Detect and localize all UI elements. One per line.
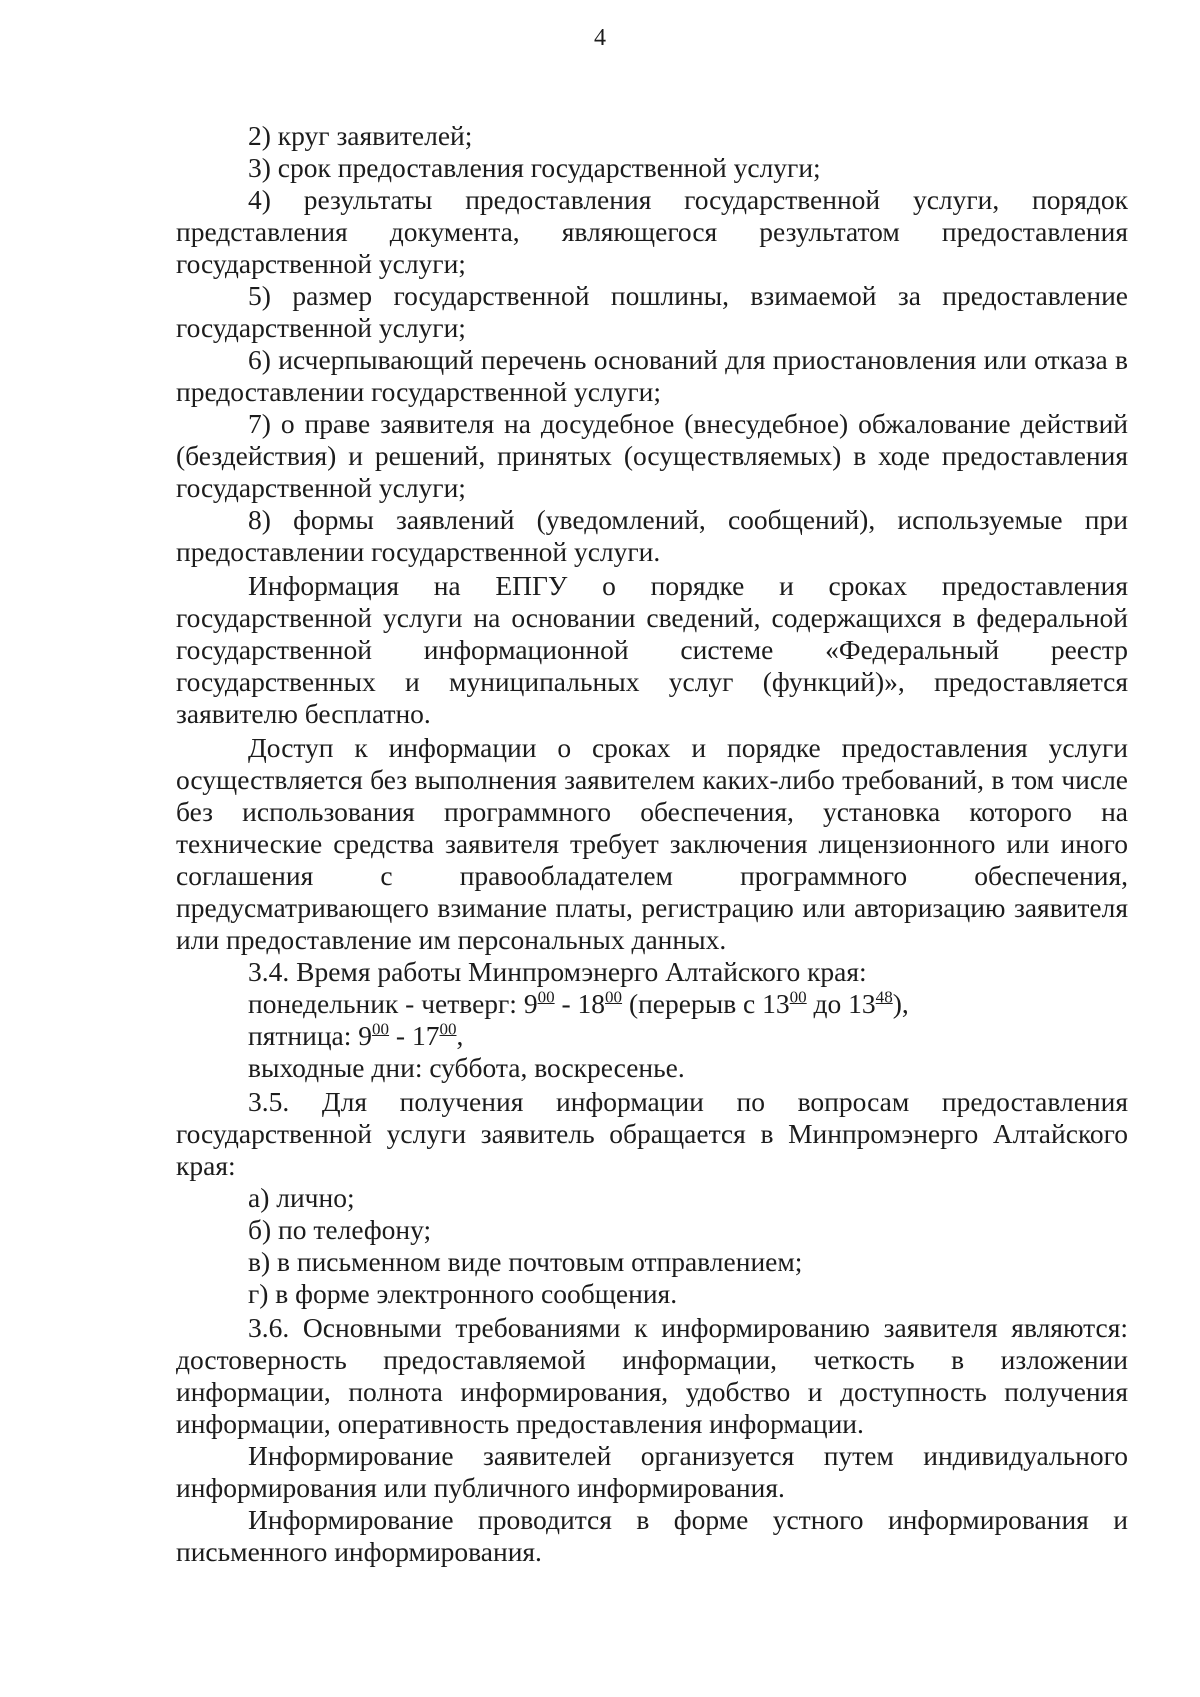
list-item-number: 6) <box>248 344 271 375</box>
contact-heading: 3.5. Для получения информации по вопросам предоставления государственной услуги заявитель обращается в Минпромэнерго Алтайского края: <box>176 1086 1128 1181</box>
contact-method-in-person: а) лично; <box>248 1182 355 1213</box>
break-start-minutes: 00 <box>789 987 807 1007</box>
list-item-5 <box>176 280 1128 344</box>
weekdays-start-minutes: 00 <box>537 987 555 1007</box>
access-info-paragraph: Доступ к информации о сроках и порядке предоставления услуги осуществляется без выполнения заявителем каких-либо требований, в том числе без использования программного обеспечения, установка которого на технические средства заявителя требует заключения лицензионного или иного соглашения с правообладателем программного обеспечения, предусматривающего взимание платы, регистрацию или авторизацию заявителя или предоставление им персональных данных. <box>176 732 1128 955</box>
list-item-text: размер государственной пошлины, взимаемой за предоставление государственной услуги; <box>176 280 1129 343</box>
friday-label: пятница: <box>248 1020 359 1051</box>
break-suffix: ), <box>892 988 909 1019</box>
form-paragraph: Информирование проводится в форме устного информирования и письменного информирования. <box>176 1504 1128 1567</box>
list-item-number: 2) <box>248 120 271 151</box>
list-item-text: исчерпывающий перечень оснований для приостановления или отказа в предоставлении государственной услуги; <box>176 344 1128 407</box>
friday-end-hour: 17 <box>411 1020 440 1051</box>
list-item-7 <box>176 408 1128 504</box>
contact-method-phone: б) по телефону; <box>248 1214 432 1245</box>
list-item-text: формы заявлений (уведомлений, сообщений), используемые при предоставлении государственной услуги. <box>176 504 1128 567</box>
requirements-paragraph: 3.6. Основными требованиями к информированию заявителя являются: достоверность предоставляемой информации, четкость в изложении информации, полнота информирования, удобство и доступность получения информации, оперативность предоставления информации. <box>176 1312 1128 1439</box>
organization-paragraph: Информирование заявителей организуется путем индивидуального информирования или публичного информирования. <box>176 1440 1128 1503</box>
friday-end-minutes: 00 <box>439 1019 457 1039</box>
friday-start-minutes: 00 <box>372 1019 390 1039</box>
list-item-2 <box>176 120 1128 152</box>
list-item-number: 7) <box>248 408 271 439</box>
list-item-number: 5) <box>248 280 271 311</box>
list-item-8 <box>176 504 1128 568</box>
contact-method-electronic: г) в форме электронного сообщения. <box>248 1278 678 1309</box>
document-body <box>176 120 1128 1568</box>
friday-start-hour: 9 <box>358 1020 373 1051</box>
schedule-heading: 3.4. Время работы Минпромэнерго Алтайского края: <box>248 956 867 987</box>
list-item-text: о праве заявителя на досудебное (внесудебное) обжалование действий (бездействия) и решений, принятых (осуществляемых) в ходе предоставления государственной услуги; <box>176 408 1128 503</box>
friday-suffix: , <box>456 1020 464 1051</box>
list-item-number: 3) <box>248 152 271 183</box>
schedule-weekdays <box>176 988 1128 1020</box>
contact-method-mail: в) в письменном виде почтовым отправлением; <box>248 1246 803 1277</box>
break-end-minutes: 48 <box>875 987 893 1007</box>
schedule-weekend: выходные дни: суббота, воскресенье. <box>248 1052 685 1083</box>
dash: - <box>389 1020 412 1051</box>
break-prefix: (перерыв с <box>622 988 763 1019</box>
list-item-3 <box>176 152 1128 184</box>
weekdays-end-minutes: 00 <box>605 987 623 1007</box>
weekdays-label: понедельник - четверг: <box>248 988 524 1019</box>
list-item-text: срок предоставления государственной услуги; <box>277 152 821 183</box>
page-number: 4 <box>594 25 606 51</box>
list-item-4 <box>176 184 1128 280</box>
break-mid: до <box>806 988 849 1019</box>
schedule-friday <box>176 1020 1128 1052</box>
weekdays-end-hour: 18 <box>577 988 606 1019</box>
break-end-hour: 13 <box>848 988 876 1019</box>
list-item-number: 4) <box>248 184 271 215</box>
weekdays-start-hour: 9 <box>523 988 538 1019</box>
break-start-hour: 13 <box>762 988 790 1019</box>
list-item-text: круг заявителей; <box>277 120 473 151</box>
epgu-info-paragraph: Информация на ЕПГУ о порядке и сроках предоставления государственной услуги на основании сведений, содержащихся в федеральной государственной информационной системе «Федеральный реестр государственных и муниципальных услуг (функций)», предоставляется заявителю бесплатно. <box>176 570 1128 729</box>
list-item-6 <box>176 344 1128 408</box>
list-item-number: 8) <box>248 504 271 535</box>
list-item-text: результаты предоставления государственной услуги, порядок представления документа, являющегося результатом предоставления государственной услуги; <box>176 184 1129 279</box>
dash: - <box>554 988 578 1019</box>
